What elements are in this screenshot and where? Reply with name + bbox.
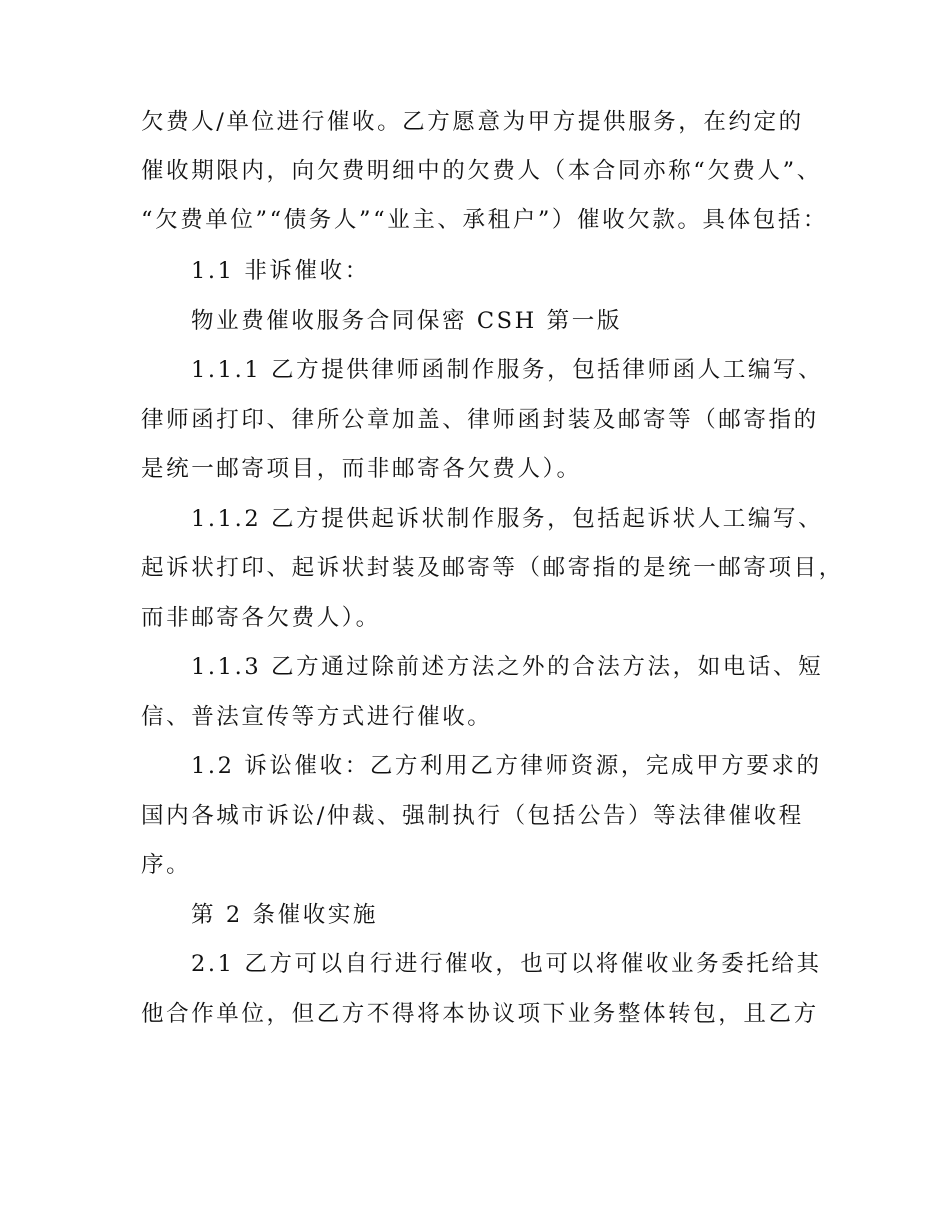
document-header-note: 物业费催收服务合同保密 CSH 第一版 — [191, 308, 622, 334]
paragraph-line: 是统一邮寄项目，而非邮寄各欠费人）。 — [141, 456, 582, 482]
paragraph-line: 欠费人/单位进行催收。乙方愿意为甲方提供服务，在约定的 — [141, 109, 804, 135]
paragraph-line: 律师函打印、律所公章加盖、律师函封装及邮寄等（邮寄指的 — [141, 407, 819, 433]
clause-1-2-line: 1.2 诉讼催收：乙方利用乙方律师资源，完成甲方要求的 — [191, 753, 822, 779]
paragraph-line: 而非邮寄各欠费人）。 — [141, 605, 381, 631]
section-heading: 1.1 非诉催收： — [191, 258, 370, 284]
paragraph-line: 国内各城市诉讼/仲裁、强制执行（包括公告）等法律催收程 — [141, 803, 804, 829]
clause-2-1-line: 2.1 乙方可以自行进行催收，也可以将催收业务委托给其 — [191, 951, 822, 977]
paragraph-line: 催收期限内，向欠费明细中的欠费人（本合同亦称“欠费人”、 — [141, 158, 822, 184]
paragraph-line: 信、普法宣传等方式进行催收。 — [141, 704, 493, 730]
paragraph-line: “欠费单位”“债务人”“业主、承租户”）催收欠款。具体包括： — [141, 207, 829, 233]
clause-1-1-2-line: 1.1.2 乙方提供起诉状制作服务，包括起诉状人工编写、 — [191, 506, 824, 532]
paragraph-line: 序。 — [141, 852, 192, 878]
article-heading: 第 2 条催收实施 — [191, 902, 379, 928]
clause-1-1-3-line: 1.1.3 乙方通过除前述方法之外的合法方法，如电话、短 — [191, 654, 824, 680]
paragraph-line: 起诉状打印、起诉状封装及邮寄等（邮寄指的是统一邮寄项目， — [141, 555, 844, 581]
clause-1-1-1-line: 1.1.1 乙方提供律师函制作服务，包括律师函人工编写、 — [191, 357, 824, 383]
paragraph-line: 他合作单位，但乙方不得将本协议项下业务整体转包，且乙方 — [141, 1001, 819, 1027]
